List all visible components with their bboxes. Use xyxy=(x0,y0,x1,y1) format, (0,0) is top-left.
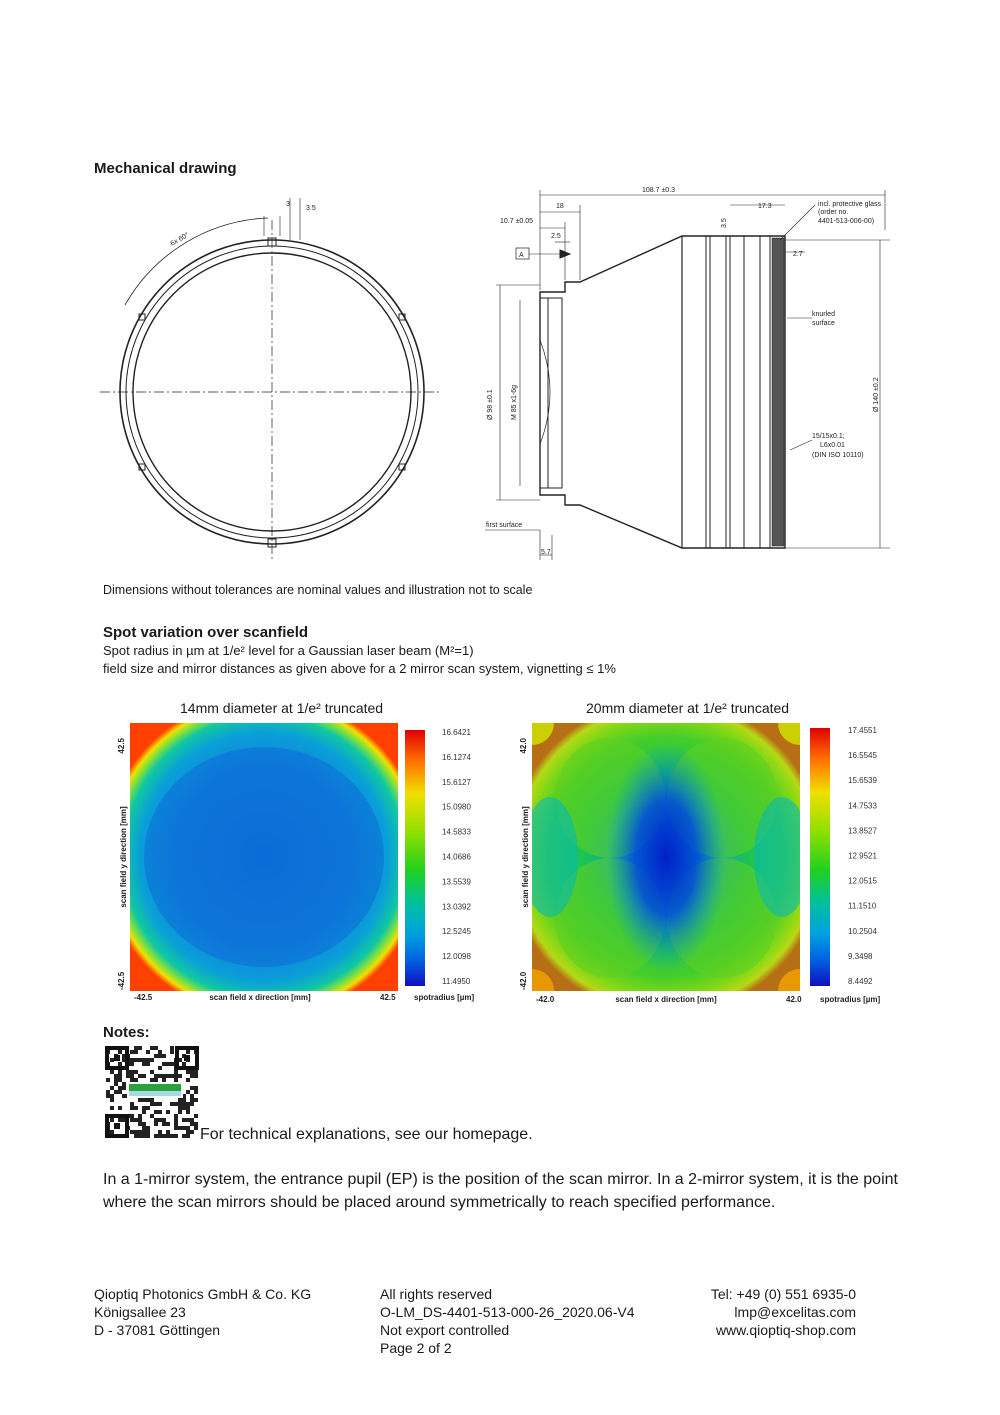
footer-address xyxy=(94,1285,311,1339)
colorbar-tick-label: 8.4492 xyxy=(848,977,873,986)
datum-label: A xyxy=(519,252,524,259)
colorbar-tick-label: 15.6127 xyxy=(442,777,471,787)
prot-line2: (order no. xyxy=(818,209,849,216)
drawing-caption: Dimensions without tolerances are nominal values and illustration not to scale xyxy=(103,583,533,597)
dim-35: 3.5 xyxy=(306,205,316,212)
colorbar-tick-label: 14.0686 xyxy=(442,852,471,862)
heatmap1 xyxy=(110,718,490,1008)
mechanical-drawing-title: Mechanical drawing xyxy=(94,160,237,177)
heatmap1-cbar-label: spotradius [µm] xyxy=(414,993,475,1002)
heatmap2-xtick-left: -42.0 xyxy=(536,995,555,1004)
footer-document-info xyxy=(380,1285,635,1357)
dim-3: 3 xyxy=(286,201,290,208)
colorbar-tick-label: 10.2504 xyxy=(848,926,877,936)
spot-line1: Spot radius in µm at 1/e² level for a Gaussian laser beam (M²=1) xyxy=(103,643,474,658)
heatmap1-ytick-bottom: -42.5 xyxy=(117,971,126,990)
dim-27: 2.7 xyxy=(793,251,803,258)
colorbar-tick-label: 17.4551 xyxy=(848,726,877,735)
dim-35b: 3.5 xyxy=(721,218,728,228)
notes-paragraph: In a 1-mirror system, the entrance pupil (EP) is the position of the scan mirror. In a 2-mirror system, it is the point where the scan mirrors should be placed around symmetrically to reach specified performance. xyxy=(103,1171,898,1211)
colorbar-tick-label: 16.1274 xyxy=(442,752,471,762)
first-surface-label: first surface xyxy=(486,522,523,529)
dim-25: 2.5 xyxy=(551,233,561,240)
dim-18: 18 xyxy=(556,203,564,210)
heatmap2-ytick-bottom: -42.0 xyxy=(519,971,528,990)
heatmap1-xlabel: scan field x direction [mm] xyxy=(209,993,311,1002)
colorbar-tick-label: 12.0515 xyxy=(848,876,877,886)
colorbar-tick-label: 14.7533 xyxy=(848,801,877,811)
footer-city: D - 37081 Göttingen xyxy=(94,1322,221,1338)
footer-page: Page 2 of 2 xyxy=(380,1340,452,1356)
colorbar-tick-label: 9.3498 xyxy=(848,951,873,961)
footer-contact xyxy=(711,1285,856,1339)
dim-thread: M 85 x1-6g xyxy=(511,384,518,420)
qr-code-icon[interactable] xyxy=(105,1046,199,1138)
iso-line1: 15/15x0.1; xyxy=(812,433,845,440)
colorbar-tick-label: 13.0392 xyxy=(442,902,471,912)
footer-rights: All rights reserved xyxy=(380,1286,493,1302)
footer-export: Not export controlled xyxy=(380,1322,510,1338)
heatmap1-title: 14mm diameter at 1/e² truncated xyxy=(180,700,384,716)
spot-line2: field size and mirror distances as given above for a 2 mirror scan system, vignetting ≤ 1% xyxy=(103,661,616,676)
footer-email-link[interactable]: lmp@excelitas.com xyxy=(734,1304,856,1320)
knurl-line1: knurled xyxy=(812,311,835,318)
colorbar-tick-label: 16.6421 xyxy=(442,728,471,737)
heatmap2-xlabel: scan field x direction [mm] xyxy=(615,995,717,1004)
heatmap2-ylabel: scan field y direction [mm] xyxy=(521,806,530,908)
heatmap1-xtick-left: -42.5 xyxy=(134,993,153,1002)
knurl-line2: surface xyxy=(812,320,835,327)
footer-phone: Tel: +49 (0) 551 6935-0 xyxy=(710,1286,856,1302)
colorbar-tick-label: 11.1510 xyxy=(848,901,877,911)
colorbar-tick-label: 12.9521 xyxy=(848,851,877,861)
prot-line3: 4401-513-006-00) xyxy=(818,218,875,225)
iso-line3: (DIN ISO 10110) xyxy=(812,452,864,459)
colorbar-tick-label: 12.5245 xyxy=(442,927,471,937)
dim-overall: 108.7 ±0.3 xyxy=(642,187,676,194)
heatmap2-ytick-top: 42.0 xyxy=(519,738,528,754)
colorbar-tick-label: 13.8527 xyxy=(848,826,877,836)
dim-dia98: Ø 98 ±0.1 xyxy=(487,389,494,420)
dim-57: 5.7 xyxy=(541,549,551,556)
heatmap1-ylabel: scan field y direction [mm] xyxy=(119,806,128,908)
prot-line1: incl. protective glass xyxy=(818,201,882,208)
heatmap2-xtick-right: 42.0 xyxy=(786,995,802,1004)
notes-title: Notes: xyxy=(103,1024,150,1041)
colorbar-tick-label: 12.0098 xyxy=(442,952,471,962)
colorbar-tick-label: 13.5539 xyxy=(442,877,471,887)
colorbar-tick-label: 16.5545 xyxy=(848,751,877,761)
heatmap2-title: 20mm diameter at 1/e² truncated xyxy=(586,700,790,716)
spot-title: Spot variation over scanfield xyxy=(103,624,309,641)
footer-website-link[interactable]: www.qioptiq-shop.com xyxy=(715,1322,856,1338)
dim-holes: 6x 60° xyxy=(169,231,191,248)
dim-173: 17.3 xyxy=(758,203,772,210)
heatmap1-xtick-right: 42.5 xyxy=(380,993,396,1002)
heatmap2-cbar-label: spotradius [µm] xyxy=(820,995,881,1004)
heatmap2 xyxy=(510,718,900,1008)
dim-107: 10.7 ±0.05 xyxy=(500,218,534,225)
heatmap1-ytick-top: 42.5 xyxy=(117,738,126,754)
footer-company: Qioptiq Photonics GmbH & Co. KG xyxy=(94,1286,312,1302)
colorbar-tick-label: 15.0980 xyxy=(442,802,471,812)
footer-street: Königsallee 23 xyxy=(94,1304,186,1320)
colorbar-tick-label: 15.6539 xyxy=(848,776,877,786)
qr-text: For technical explanations, see our homepage. xyxy=(200,1126,533,1143)
mechanical-drawing xyxy=(0,180,1000,580)
iso-line2: L6x0.01 xyxy=(820,442,845,449)
colorbar-tick-label: 11.4950 xyxy=(442,977,471,986)
colorbar-tick-label: 14.5833 xyxy=(442,827,471,837)
dim-dia140: Ø 140 ±0.2 xyxy=(873,377,880,412)
footer-doc-id: O-LM_DS-4401-513-000-26_2020.06-V4 xyxy=(380,1304,635,1320)
